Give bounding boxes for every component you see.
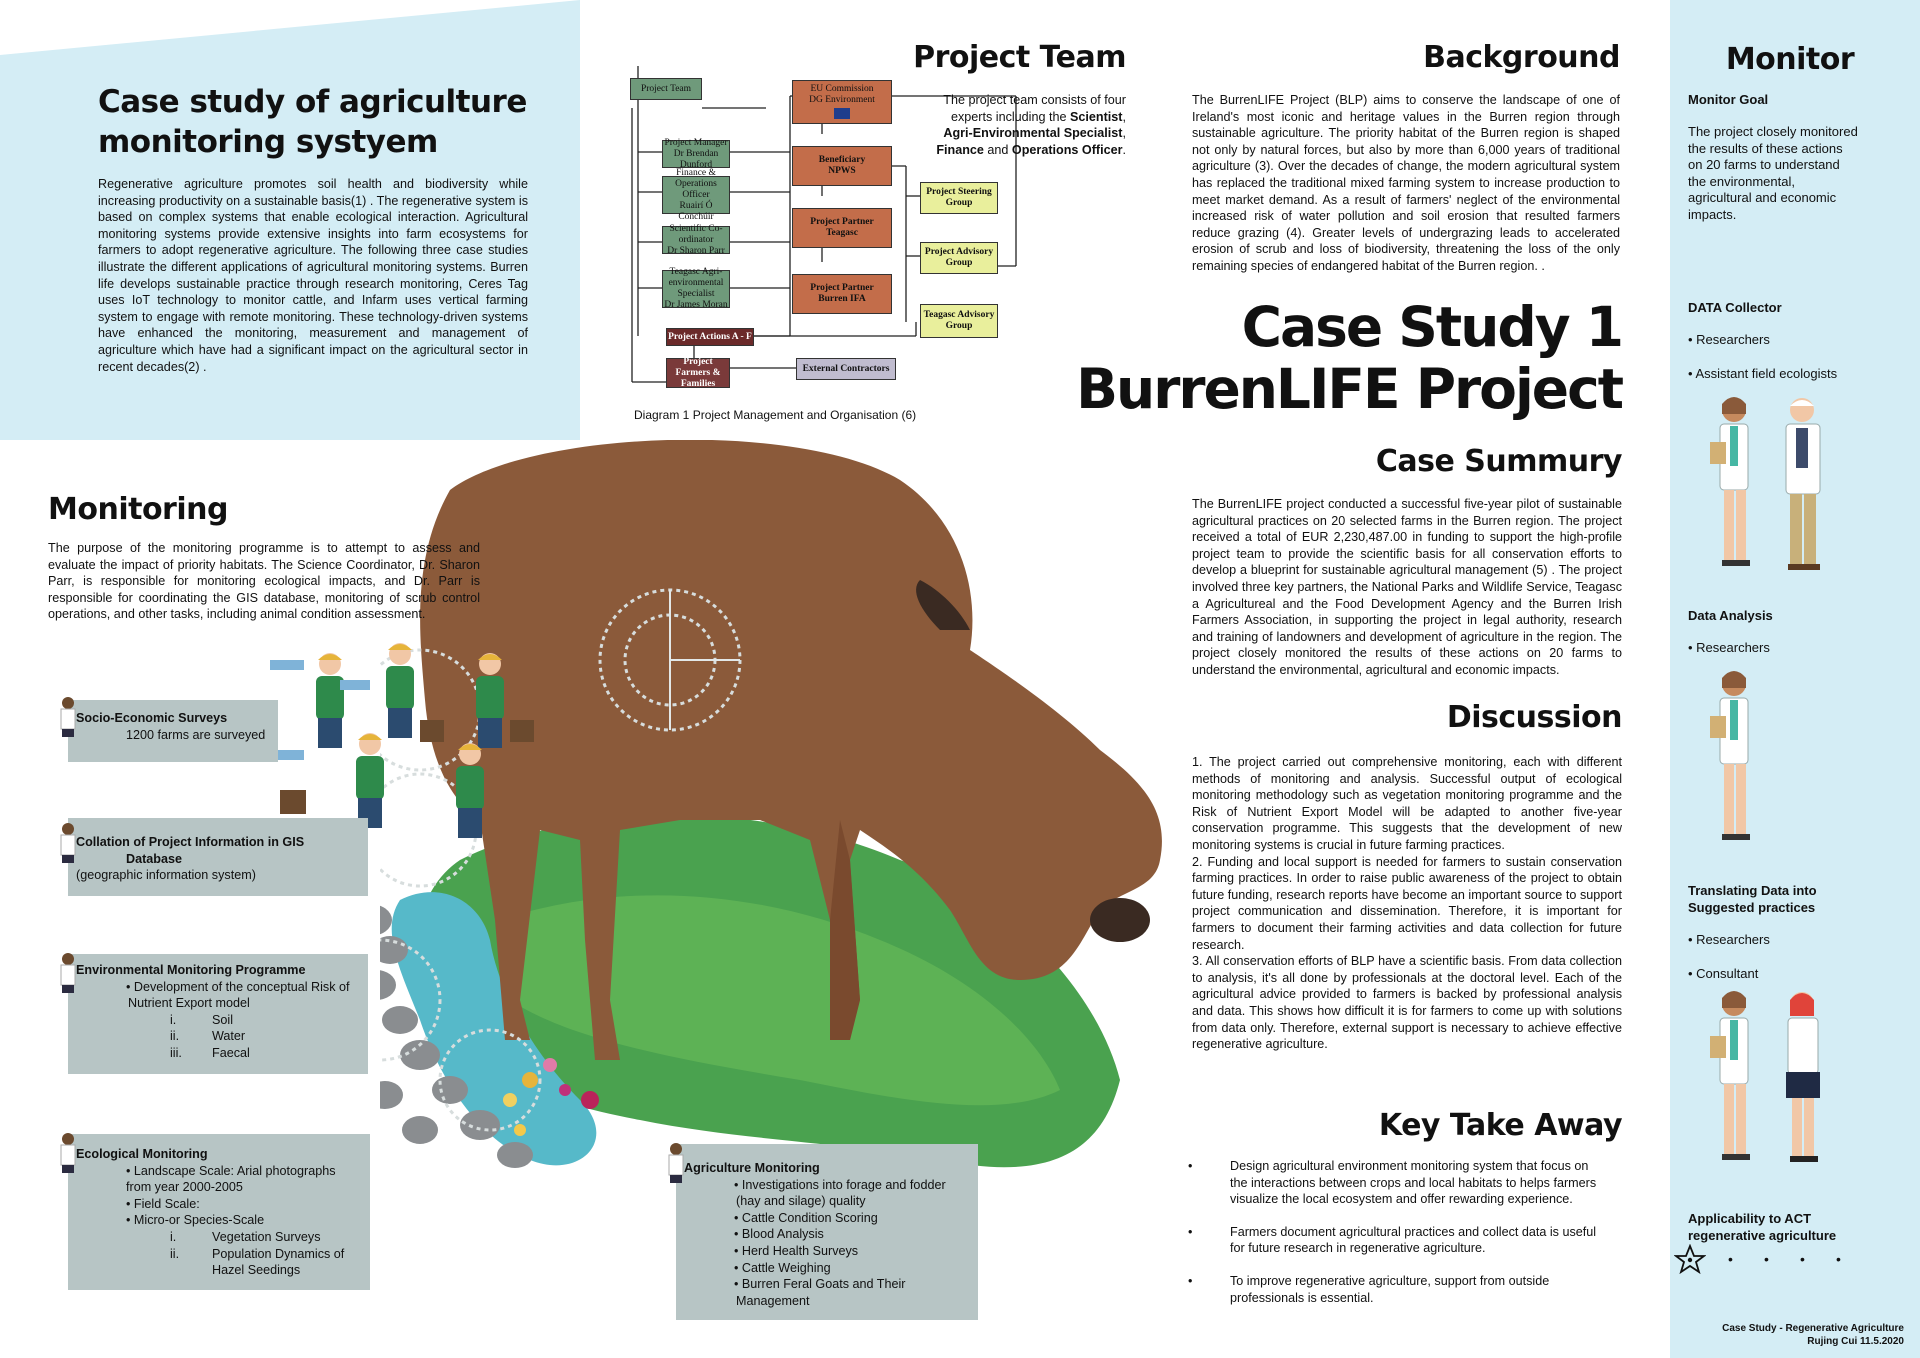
eco-line4: • Micro-or Species-Scale [126, 1213, 265, 1228]
eco-num: ii. [170, 1246, 180, 1261]
monitor-title: Monitor [1725, 42, 1855, 77]
agri-item: Management [736, 1293, 810, 1308]
researcher-avatar-icon [56, 952, 82, 994]
org-chart-caption: Diagram 1 Project Management and Organisation (6) [634, 408, 917, 422]
monitoring-body: The purpose of the monitoring programme is to attempt to assess and evaluate the impact of priority habitats. The Science Coordinator, Dr. Sharon Parr, is responsible for monitoring ecological impacts, and Dr. Parr is responsible for coordinating the GIS database, monitoring of scrub control operations, and other tasks, including animal condition assessment. [48, 541, 480, 622]
org-project-team-label: Project Team [640, 83, 692, 94]
translating-line2: Suggested practices [1688, 900, 1816, 915]
org-farmers-line1: Project Farmers & [675, 356, 721, 378]
eco-sub-text2: Hazel Seedings [212, 1263, 301, 1278]
org-eu-line2: DG Environment [809, 95, 875, 105]
takeaway-bullet: • [1188, 1224, 1193, 1239]
agri-title: Agriculture Monitoring [684, 1161, 820, 1175]
female-researcher-figure [1710, 671, 1750, 840]
eco-line3: • Field Scale: [126, 1196, 200, 1211]
org-finance-officer [662, 167, 730, 222]
project-team-body [920, 92, 1126, 158]
case-study-heading [1000, 296, 1622, 420]
translate-illustration [1700, 986, 1850, 1176]
applicability-rating [1674, 1244, 1874, 1274]
eco-num: i. [170, 1229, 177, 1244]
org-project-team [630, 78, 702, 100]
translating-label [1688, 882, 1817, 916]
gis-line: (geographic information system) [76, 868, 256, 883]
org-partner-teagasc [792, 208, 892, 248]
org-partner-ifa [792, 274, 892, 314]
org-advisory-line2: Group [945, 258, 973, 268]
environmental-box [68, 954, 368, 1074]
discussion-point-3: 3. All conservation efforts of BLP have a scientific basis. From data collection to analysis, it's all done by professionals at the doctoral level. Each of the agricultural advice provided to farmers is backed by professional analysis and data. This shows how difficult it is for farmers to come up with solutions from data only. Therefore, external support is necessary to achieve effective regenerative agriculture. [1192, 954, 1622, 1052]
team-sep3: and [983, 142, 1012, 157]
env-title: Environmental Monitoring Programme [76, 963, 306, 977]
org-ppteag-line1: Project Partner [810, 217, 874, 227]
agri-item: • Burren Feral Goats and Their [734, 1277, 906, 1292]
researcher-avatar-icon [664, 1142, 690, 1184]
org-steering-line2: Group [945, 198, 973, 208]
footer [1700, 1322, 1904, 1348]
eco-sub-text: Population Dynamics of [212, 1246, 345, 1261]
collector-item: • Assistant field ecologists [1688, 366, 1838, 381]
org-farmers-line2: Families [680, 378, 716, 389]
applicability-line2: regenerative agriculture [1688, 1228, 1837, 1243]
eco-sub-hazel [76, 1246, 362, 1263]
collector-illustration [1700, 392, 1850, 582]
footer-line2: Rujing Cui 11.5.2020 [1807, 1336, 1904, 1347]
intro-title [98, 82, 527, 162]
org-sci-line2: Dr Sharon Parr [667, 245, 725, 256]
researcher-avatar-icon [56, 1132, 82, 1174]
socio-economic-box [68, 700, 278, 762]
translate-item: • Researchers [1688, 932, 1770, 947]
gis-title: Collation of Project Information in GIS [76, 835, 305, 849]
eco-title: Ecological Monitoring [76, 1147, 208, 1161]
org-steering-line1: Project Steering [926, 187, 992, 197]
eco-line2: from year 2000-2005 [126, 1180, 243, 1195]
researcher-avatar-icon [56, 822, 82, 864]
agri-item: • Investigations into forage and fodder [734, 1177, 946, 1192]
org-sci-line1: Scientific Co-ordinator [669, 223, 723, 245]
eco-sub-vegetation [76, 1229, 362, 1246]
data-collector-label: DATA Collector [1688, 300, 1782, 315]
org-teagasc-advisory [920, 304, 998, 338]
env-sub-faecal [76, 1045, 360, 1062]
analysis-illustration [1700, 666, 1790, 856]
socio-title: Socio-Economic Surveys [76, 711, 228, 725]
takeaway-title: Key Take Away [1378, 1108, 1622, 1143]
applicability-label [1688, 1210, 1836, 1244]
org-pm-line2: Dr Brendan Dunford [673, 148, 719, 170]
takeaway-bullet: • [1188, 1273, 1193, 1288]
intro-body: Regenerative agriculture promotes soil health and biodiversity while increasing productivity on a sustainable basis(1) . The regenerative system is based on complex systems that enable ecological interaction. Agricultural monitoring systems provide extensive insights into farm ecosystems for farmers to adopt regenerative agriculture. The following three case studies illustrate the different applications of agricultural monitoring systems. Burren life develops sustainable practice through research monitoring, Ceres Tag uses IoT technology to monitor cattle, and Infarm uses vertical farming system to engage with remote monitoring. These technology-driven systems have enhanced the monitoring, measurement and management of agriculture which have had a significant impact on the agricultural sector in recent decades(2) . [98, 177, 528, 374]
monitor-goal-label: Monitor Goal [1688, 92, 1769, 107]
discussion-point-2: 2. Funding and local support is needed for farmers to sustain conservation farming practices. In order to raise public awareness of the project to obtain future funding, research reports have become an important source to support project communication and dissemination. Therefore, it is important for farmers to document their farming activities and data collection for future research. [1192, 854, 1622, 952]
takeaway-item [1188, 1158, 1608, 1208]
background-body: The BurrenLIFE Project (BLP) aims to conserve the landscape of one of Ireland's most iconic and heritage values in the Burren region through sustainable agriculture. The priority habitat of the Burren region is shaped not only by natural forces, but also by more than 6,000 years of traditional agriculture (3). Over the decades of change, the modern agricultural system has replaced the traditional mixed farming system to increase production to meet market demand. As a result of farmers' neglect of the environmental increased risk of water pollution and soil erosion that resulted farmers reduce grazing (4). Greater levels of undergrazing leads to accelerated erosion of scrub and loss of biodiversity, threatening the loss of the only remaining species of endangered habitat of the Burren region. . [1192, 93, 1620, 273]
team-sep1: , [1122, 109, 1126, 124]
agri-item: • Cattle Condition Scoring [734, 1210, 878, 1225]
org-external-contractors [796, 358, 896, 380]
org-advisory-line1: Project Advisory [924, 247, 994, 257]
monitor-goal-body: The project closely monitored the results of these actions on 20 farms to understand the environmental, agricultural and economic impacts. [1688, 124, 1858, 222]
intro-title-line2: monitoring systyem [98, 124, 438, 160]
org-pm-line1: Project Manager [664, 137, 728, 148]
team-end: . [1122, 142, 1126, 157]
gis-title2: Database [126, 851, 183, 866]
env-line2: Nutrient Export model [128, 996, 250, 1011]
team-finance: Finance [936, 142, 984, 157]
env-sub-text: Faecal [212, 1045, 250, 1060]
eco-sub-text: Vegetation Surveys [212, 1229, 321, 1244]
org-teag-line3: Dr James Moran [664, 300, 728, 310]
env-sub-text: Soil [212, 1012, 233, 1027]
org-teagasc-specialist [662, 267, 730, 310]
org-ppteag-line2: Teagasc [826, 228, 858, 238]
org-steering-group [920, 182, 998, 214]
researcher-avatar-icon [56, 696, 82, 738]
org-project-farmers [666, 358, 730, 388]
summary-body: The BurrenLIFE project conducted a successful five-year pilot of sustainable agricultural practices on 20 selected farms in the Burren region. The project received a total of EUR 2,230,487.00 in funding to support the high-profile project team to provide the scientific basis for all conservation efforts to develop a blueprint for sustainable agricultural management (5) . The project involved three key partners, the National Parks and Wildlife Service, Teagasc a Agricultureal and the Food Development Agency and the Burren Irish Farmers Association, in supporting the project in legal authority, research and training of landowners and development of agriculture in the region. The project closely monitored the results of these actions on 20 farms to understand the environmental, agricultural and economic impacts. [1192, 497, 1622, 677]
env-sub-soil [76, 1012, 360, 1029]
applicability-line1: Applicability to ACT [1688, 1211, 1812, 1226]
org-advisory-group [920, 242, 998, 274]
org-fin-line2: Officer [682, 189, 710, 200]
star-icon [1674, 1244, 1706, 1274]
org-ppifa-line1: Project Partner [810, 283, 874, 293]
background-title: Background [1423, 40, 1620, 75]
ecological-box [68, 1134, 370, 1290]
agri-item: (hay and silage) quality [736, 1194, 866, 1209]
team-sep2: , [1122, 126, 1126, 141]
team-agri-env-specialist: Agri-Environmental Specialist [943, 126, 1123, 141]
monitoring-title: Monitoring [48, 492, 228, 527]
agri-item: • Cattle Weighing [734, 1260, 831, 1275]
intro-title-line1: Case study of agriculture [98, 84, 527, 120]
project-team-text: The project team consists of four experts including the [943, 93, 1126, 124]
eco-line1: • Landscape Scale: Arial photographs [126, 1163, 336, 1178]
rating-dots: • • • • [1728, 1251, 1841, 1267]
org-teag-line2: environmental Specialist [668, 278, 724, 299]
org-project-manager [662, 137, 730, 170]
org-fin-line1: Finance & Operations [675, 167, 717, 189]
female-researcher-figure [1710, 991, 1750, 1160]
male-ecologist-figure [1786, 398, 1820, 570]
org-eu-line1: EU Commission [810, 84, 874, 94]
consultant-figure [1786, 992, 1820, 1162]
org-project-actions [666, 328, 754, 346]
org-scientific-coordinator [662, 223, 730, 256]
org-beneficiary [792, 146, 892, 186]
analysis-item: • Researchers [1688, 640, 1770, 655]
org-ben-line2: NPWS [828, 166, 856, 176]
org-eu-commission [792, 80, 892, 124]
translating-line1: Translating Data into [1688, 883, 1817, 898]
org-teagadv-line1: Teagasc Advisory [923, 310, 995, 320]
takeaway-list [1188, 1158, 1608, 1306]
data-analysis-label: Data Analysis [1688, 608, 1773, 623]
takeaway-item [1188, 1224, 1608, 1257]
gis-box [68, 818, 368, 896]
takeaway-item-text: To improve regenerative agriculture, support from outside professionals is essential. [1230, 1273, 1550, 1305]
org-fin-line3: Ruairí Ó Conchúir [678, 200, 714, 222]
case-study-line1: Case Study 1 [1241, 295, 1622, 359]
env-num: ii. [170, 1029, 180, 1044]
agri-item: • Blood Analysis [734, 1227, 824, 1242]
translate-item: • Consultant [1688, 966, 1759, 981]
takeaway-item-text: Farmers document agricultural practices and collect data is useful for future research in regenerative agriculture. [1230, 1224, 1597, 1256]
collector-item: • Researchers [1688, 332, 1770, 347]
discussion-body [1192, 754, 1622, 1053]
env-line1: • Development of the conceptual Risk of [126, 979, 350, 994]
case-study-line2: BurrenLIFE Project [1076, 357, 1622, 421]
env-num: i. [170, 1012, 177, 1027]
team-scientist: Scientist [1070, 109, 1123, 124]
org-actions-label: Project Actions A - F [668, 331, 752, 342]
env-sub-text: Water [212, 1029, 246, 1044]
socio-line: 1200 farms are surveyed [126, 727, 266, 742]
summary-title: Case Summury [1375, 444, 1622, 479]
agriculture-box [676, 1144, 978, 1320]
env-sub-water [76, 1028, 360, 1045]
female-researcher-figure [1710, 397, 1750, 566]
project-team-title: Project Team [913, 40, 1126, 75]
agri-item: • Herd Health Surveys [734, 1243, 859, 1258]
org-ben-line1: Beneficiary [818, 155, 866, 165]
org-teag-line1: Teagasc Agri- [669, 267, 723, 277]
cow-nose [1090, 898, 1150, 942]
team-operations-officer: Operations Officer [1011, 142, 1123, 157]
footer-line1: Case Study - Regenerative Agriculture [1722, 1323, 1904, 1334]
eu-flag-icon [834, 108, 850, 119]
discussion-point-1: 1. The project carried out comprehensive monitoring, each with different methods of monitoring and analysis. Successful output of ecological monitoring methodology such as vegetation monitoring programme and the Risk of Nutrient Export Model will be adapted to another five-year conservation programme. This suggests that the development of new monitoring systems is crucial in future farming practices. [1192, 755, 1622, 852]
takeaway-bullet: • [1188, 1159, 1193, 1173]
farmer-figures [270, 643, 534, 838]
org-teagadv-line2: Group [945, 321, 973, 331]
org-ppifa-line2: Burren IFA [818, 294, 866, 304]
takeaway-item [1188, 1273, 1608, 1306]
env-num: iii. [170, 1045, 182, 1060]
org-contractors-label: External Contractors [802, 363, 890, 374]
discussion-title: Discussion [1446, 700, 1622, 735]
takeaway-item-text: Design agricultural environment monitoring system that focus on the interactions between crops and local habitats to helps farmers visualize the local ecosystem and offer rewarding experience. [1230, 1159, 1597, 1207]
